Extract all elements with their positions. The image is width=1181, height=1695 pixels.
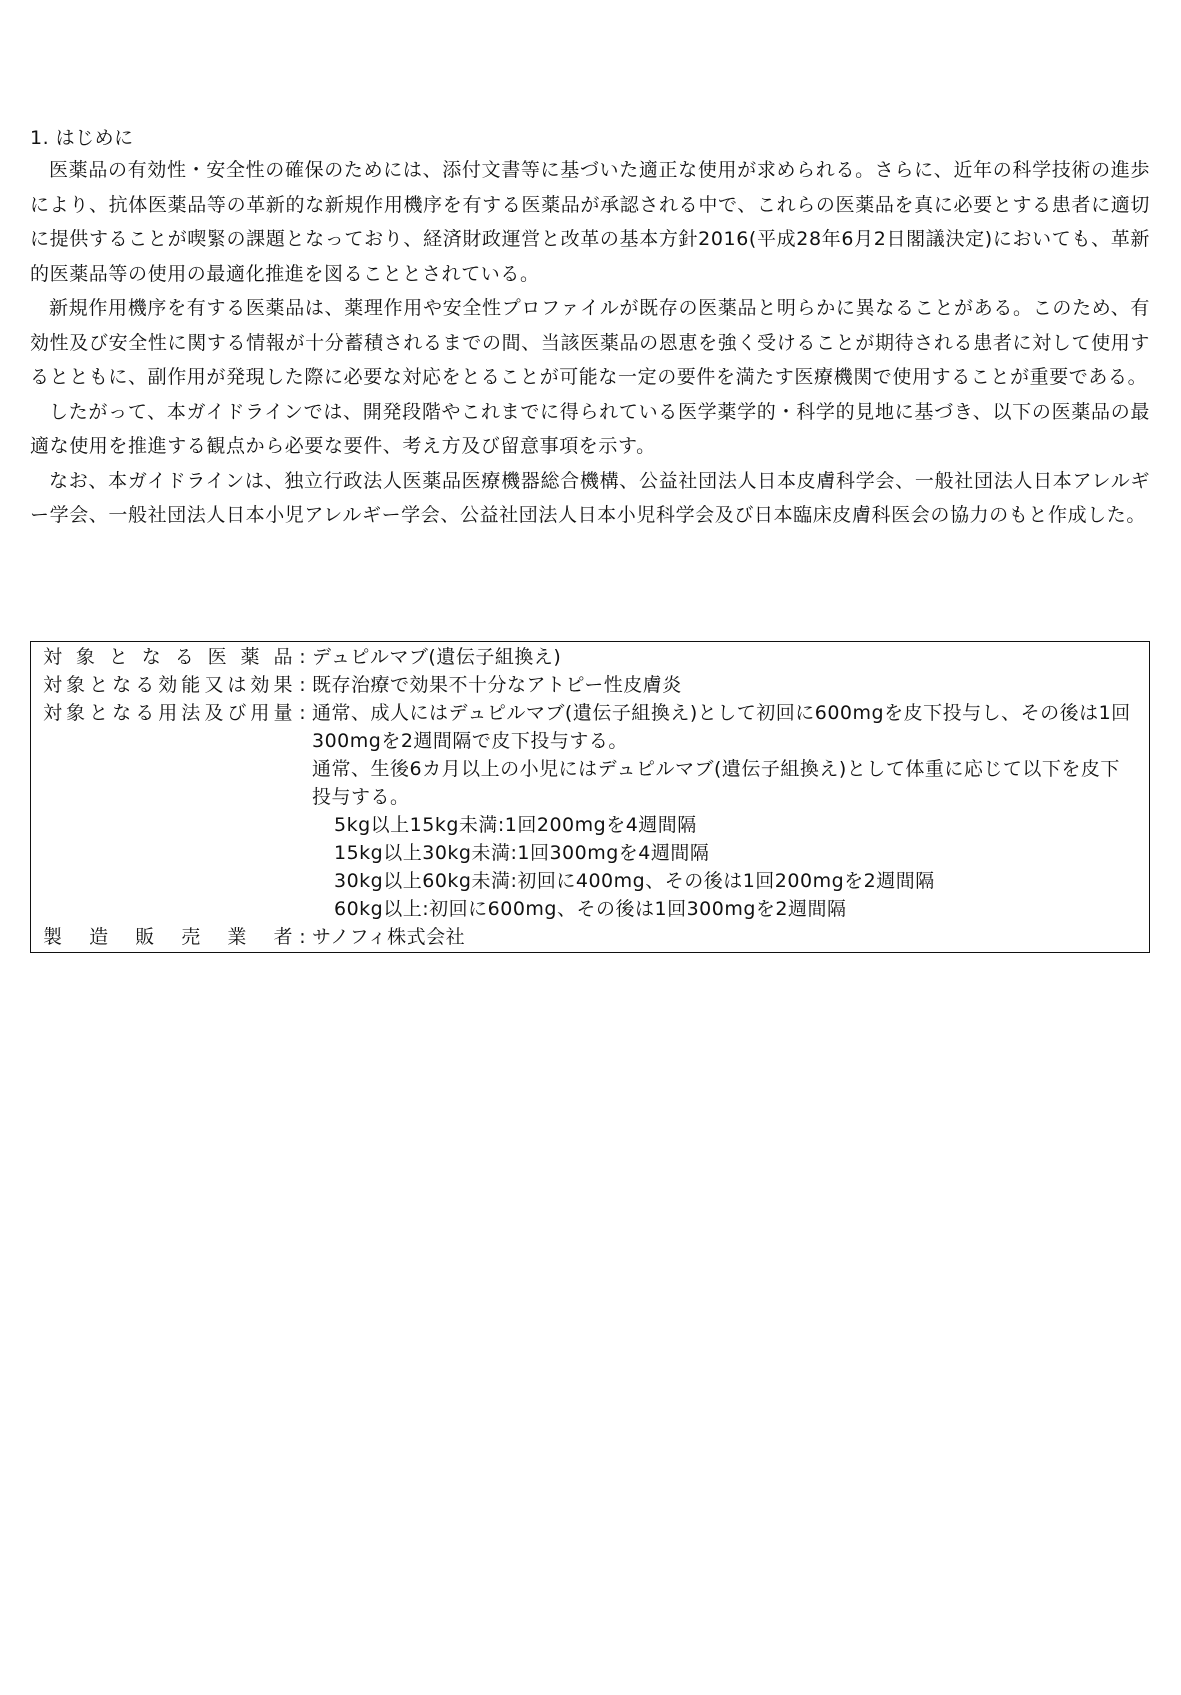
dosage-value <box>312 699 1139 923</box>
manufacturer-value: サノフィ株式会社 <box>312 926 466 948</box>
dosage-row <box>43 699 1139 923</box>
weight-dose-item: 30kg以上60kg未満:初回に400mg、その後は1回200mgを2週間隔 <box>334 870 935 892</box>
manufacturer-label: 製造販売業者 <box>43 926 293 948</box>
section-heading: 1. はじめに <box>30 127 134 149</box>
indication-row <box>43 671 1139 699</box>
colon: : <box>299 646 306 668</box>
colon: : <box>299 674 306 696</box>
weight-dose-item: 5kg以上15kg未満:1回200mgを4週間隔 <box>334 814 697 836</box>
paragraph: 医薬品の有効性・安全性の確保のためには、添付文書等に基づいた適正な使用が求められる。さらに、近年の科学技術の進歩により、抗体医薬品等の革新的な新規作用機序を有する医薬品が承認される中で、これらの医薬品を真に必要とする患者に適切に提供することが喫緊の課題となっており、経済財政運営と改革の基本方針2016(平成28年6月2日閣議決定)においても、革新的医薬品等の使用の最適化推進を図ることとされている。 <box>30 159 1150 285</box>
drug-value: デュピルマブ(遺伝子組換え) <box>312 646 562 668</box>
indication-value: 既存治療で効果不十分なアトピー性皮膚炎 <box>312 674 682 696</box>
dosage-pediatric: 通常、生後6カ月以上の小児にはデュピルマブ(遺伝子組換え)として体重に応じて以下を皮下投与する。 <box>312 758 1120 808</box>
dosage-label: 対象となる用法及び用量 <box>43 702 293 724</box>
indication-label: 対象となる効能又は効果 <box>43 674 293 696</box>
weight-dose-item: 15kg以上30kg未満:1回300mgを4週間隔 <box>334 842 710 864</box>
paragraph: 新規作用機序を有する医薬品は、薬理作用や安全性プロファイルが既存の医薬品と明らかに異なることがある。このため、有効性及び安全性に関する情報が十分蓄積されるまでの間、当該医薬品の恩恵を強く受けることが期待される患者に対して使用するとともに、副作用が発現した際に必要な対応をとることが可能な一定の要件を満たす医療機関で使用することが重要である。 <box>30 297 1150 388</box>
paragraph: したがって、本ガイドラインでは、開発段階やこれまでに得られている医学薬学的・科学的見地に基づき、以下の医薬品の最適な使用を推進する観点から必要な要件、考え方及び留意事項を示す。 <box>30 400 1150 457</box>
colon: : <box>299 702 306 724</box>
manufacturer-row <box>43 923 1139 951</box>
colon: : <box>299 926 306 948</box>
drug-info-box <box>30 641 1150 953</box>
dosage-adult: 通常、成人にはデュピルマブ(遺伝子組換え)として初回に600mgを皮下投与し、その後は1回300mgを2週間隔で皮下投与する。 <box>312 702 1131 752</box>
drug-label: 対象となる医薬品 <box>43 646 293 668</box>
drug-row <box>43 643 1139 671</box>
weight-dose-item: 60kg以上:初回に600mg、その後は1回300mgを2週間隔 <box>334 898 847 920</box>
paragraph: なお、本ガイドラインは、独立行政法人医薬品医療機器総合機構、公益社団法人日本皮膚科学会、一般社団法人日本アレルギー学会、一般社団法人日本小児アレルギー学会、公益社団法人日本小児科学会及び日本臨床皮膚科医会の協力のもと作成した。 <box>30 469 1150 526</box>
document-body <box>30 124 1150 533</box>
